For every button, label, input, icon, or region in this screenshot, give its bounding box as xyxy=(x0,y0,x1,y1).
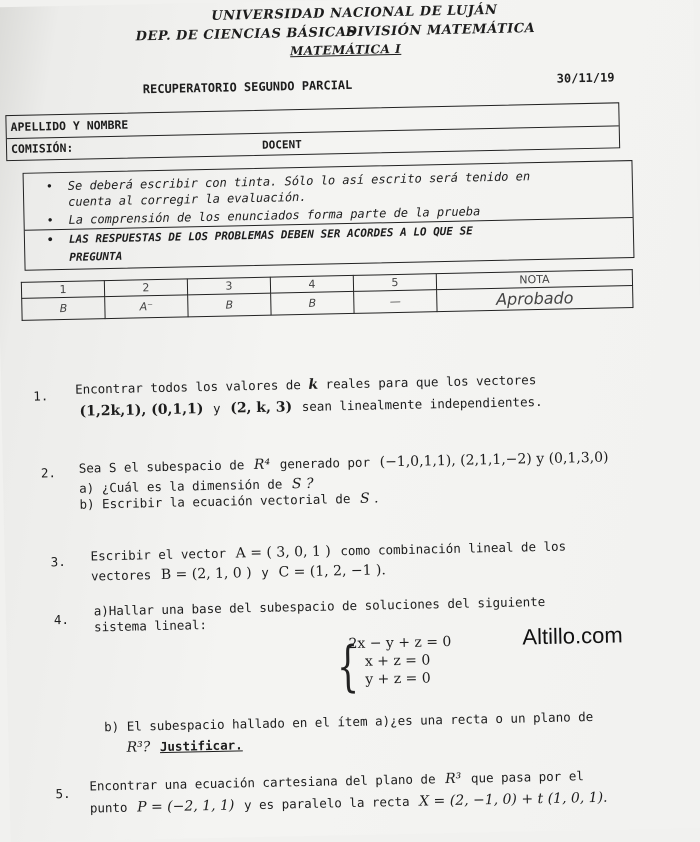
instruction-1-cont: cuenta al corregir la evaluación. xyxy=(68,189,307,209)
instruction-3-cont: PREGUNTA xyxy=(69,249,123,264)
exam-date: 30/11/19 xyxy=(556,70,615,86)
grade-col-1: 1 xyxy=(21,281,104,299)
problem-4-part-b-cont: R³? Justificar. xyxy=(126,737,243,756)
problem-1-line1: Encontrar todos los valores de k reales para que los vectores xyxy=(74,372,537,397)
problem-2-number: 2. xyxy=(40,465,57,481)
problem-4-line1: a)Hallar una base del subespacio de soluciones del siguiente xyxy=(93,593,546,619)
instruction-3: • LAS RESPUESTAS DE LOS PROBLEMAS DEBEN SER ACORDES A LO QUE SE xyxy=(69,224,473,245)
grade-mark-5: — xyxy=(354,290,437,314)
system-eq-2: x + z = 0 xyxy=(364,652,431,670)
course-name: MATEMÁTICA I xyxy=(289,41,402,59)
system-eq-1: 2x − y + z = 0 xyxy=(348,633,452,653)
grades-table xyxy=(21,269,634,321)
problem-5-number: 5. xyxy=(55,785,71,802)
grade-mark-3: B xyxy=(188,293,271,317)
grade-mark-1: B xyxy=(22,297,105,321)
student-info-box xyxy=(5,102,620,161)
instruction-2: • La comprensión de los enunciados forma parte de la prueba xyxy=(68,204,480,227)
problem-3-number: 3. xyxy=(50,554,66,570)
problem-5-line2: punto P = (−2, 1, 1) y es paralelo la recta X = (2, −1, 0) + t (1, 0, 1). xyxy=(89,789,608,816)
altillo-watermark: Altillo.com xyxy=(522,622,623,650)
university-title: UNIVERSIDAD NACIONAL DE LUJÁN xyxy=(211,2,498,24)
final-grade: Aprobado xyxy=(437,286,633,312)
system-brace: { xyxy=(336,635,360,700)
grade-mark-2: A⁻ xyxy=(105,295,188,319)
problem-1-number: 1. xyxy=(33,388,49,404)
problem-4-number: 4. xyxy=(53,611,70,628)
department-name: DEP. DE CIENCIAS BÁSICAS xyxy=(135,24,357,45)
grade-col-3: 3 xyxy=(187,277,270,295)
system-eq-3: y + z = 0 xyxy=(365,670,431,688)
grade-mark-4: B xyxy=(271,291,354,315)
problem-4-line2: sistema lineal: xyxy=(93,617,208,635)
instructions-box xyxy=(23,160,635,271)
problem-2-line1: Sea S el subespacio de R⁴ generado por (−1,0,1,1), (2,1,1,−2) y (0,1,3,0) xyxy=(78,449,609,476)
grade-col-2: 2 xyxy=(104,279,187,297)
problem-3-line1: Escribir el vector A = ( 3, 0, 1 ) como combinación lineal de los xyxy=(90,538,567,564)
problem-1-line2: (1,2k,1), (0,1,1) y (2, k, 3) sean linealmente independientes. xyxy=(79,393,543,420)
name-label: APELLIDO Y NOMBRE xyxy=(10,117,129,135)
grade-col-4: 4 xyxy=(270,275,353,293)
problem-2-part-a: a) ¿Cuál es la dimensión de S ? xyxy=(79,475,314,496)
problem-4-part-b: b) El subespacio hallado en el ítem a)¿es una recta o un plano de xyxy=(104,708,594,735)
problem-5-line1: Encontrar una ecuación cartesiana del plano de R³ que pasa por el xyxy=(89,768,584,794)
problem-3-line2: vectores B = (2, 1, 0 ) y C = (1, 2, −1 ). xyxy=(90,562,387,584)
division-name: DIVISIÓN MATEMÁTICA xyxy=(345,21,536,41)
commission-label: COMISIÓN: xyxy=(10,140,74,157)
grade-col-nota: NOTA xyxy=(436,270,632,290)
grade-col-5: 5 xyxy=(353,274,436,292)
problem-2-part-b: b) Escribir la ecuación vectorial de S . xyxy=(79,490,379,512)
teacher-label: DOCENT xyxy=(261,137,302,152)
exam-title: RECUPERATORIO SEGUNDO PARCIAL xyxy=(142,77,353,97)
instruction-1: • Se deberá escribir con tinta. Sólo lo así escrito será tenido en xyxy=(68,169,531,193)
